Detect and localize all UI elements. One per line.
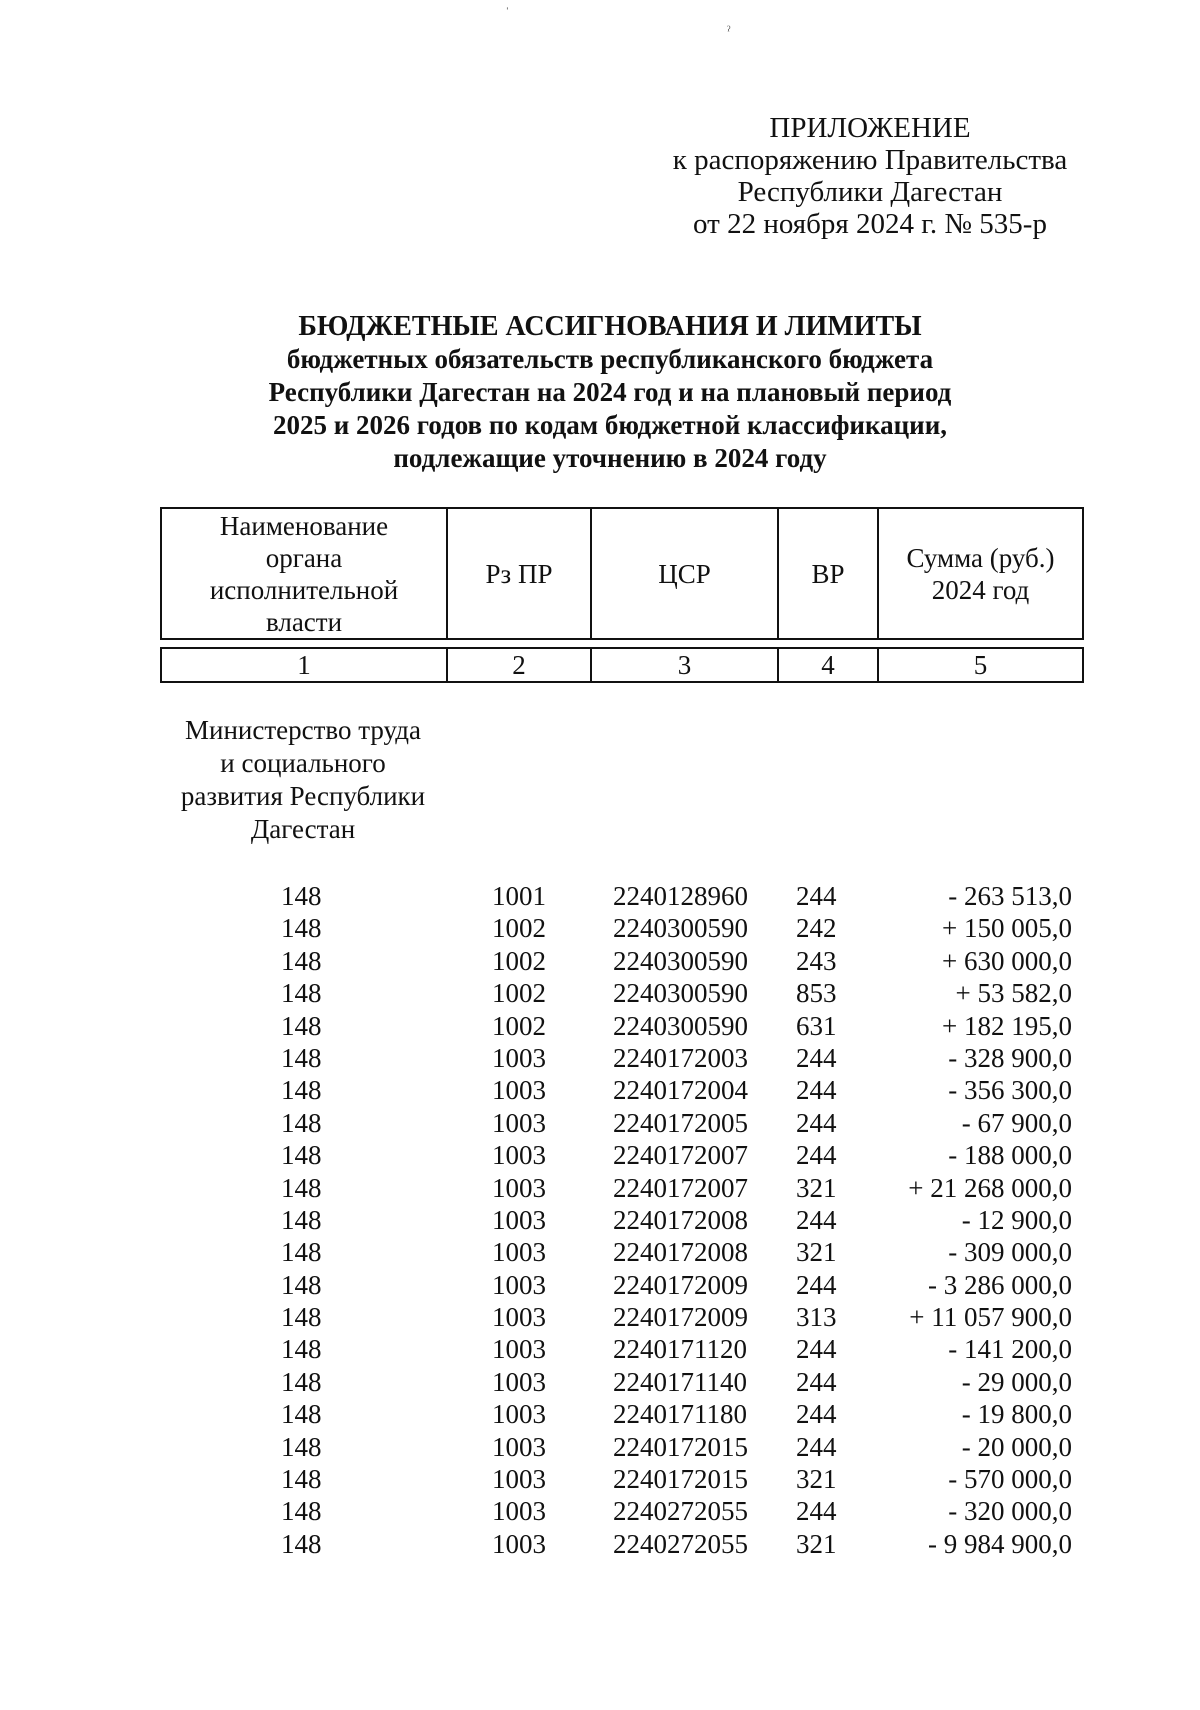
cell-vr: 244 [796, 1042, 837, 1073]
cell-csr: 2240171120 [613, 1334, 747, 1365]
cell-rz-pr: 1002 [492, 945, 546, 976]
table-row [0, 1074, 1200, 1106]
cell-sum: + 630 000,0 [942, 945, 1072, 976]
cell-vr: 631 [796, 1010, 837, 1041]
cell-rz-pr: 1003 [492, 1464, 546, 1495]
table-row [0, 1398, 1200, 1430]
table-row [0, 1366, 1200, 1398]
table-row [0, 1139, 1200, 1171]
cell-vr: 244 [796, 1107, 837, 1138]
table-row [0, 1301, 1200, 1333]
cell-rz-pr: 1002 [492, 1010, 546, 1041]
cell-rz-pr: 1003 [492, 1269, 546, 1300]
cell-rz-pr: 1003 [492, 1302, 546, 1333]
table-row [0, 1236, 1200, 1268]
cell-csr: 2240300590 [613, 945, 748, 976]
table-row [0, 912, 1200, 944]
table-row [0, 1107, 1200, 1139]
cell-vr: 853 [796, 978, 837, 1009]
appendix-heading: ПРИЛОЖЕНИЕ [769, 112, 971, 144]
cell-rz-pr: 1003 [492, 1431, 546, 1462]
title-line: подлежащие уточнению в 2024 году [393, 443, 827, 473]
cell-org-code: 148 [281, 1464, 322, 1495]
ministry-name: Министерство труда и социального развития Республики Дагестан [180, 715, 426, 844]
table-row [0, 977, 1200, 1009]
cell-vr: 321 [796, 1464, 837, 1495]
header-cell-authority: Наименование органа исполнительной власти [161, 508, 447, 639]
cell-rz-pr: 1003 [492, 1075, 546, 1106]
column-number: 2 [447, 648, 591, 682]
cell-sum: - 570 000,0 [948, 1464, 1072, 1495]
cell-rz-pr: 1001 [492, 881, 546, 911]
cell-sum: + 53 582,0 [955, 978, 1072, 1009]
cell-vr: 244 [796, 1496, 837, 1527]
cell-org-code: 148 [281, 1528, 322, 1559]
cell-vr: 321 [796, 1172, 837, 1203]
cell-sum: - 356 300,0 [948, 1075, 1072, 1106]
title-line: бюджетных обязательств республиканского бюджета [286, 344, 934, 374]
cell-org-code: 148 [281, 1334, 322, 1365]
cell-csr: 2240172005 [613, 1107, 748, 1138]
cell-csr: 2240171140 [613, 1366, 747, 1397]
cell-vr: 242 [796, 913, 837, 944]
cell-vr: 321 [796, 1237, 837, 1268]
cell-org-code: 148 [281, 1010, 322, 1041]
cell-sum: - 9 984 900,0 [928, 1528, 1072, 1559]
table-row [0, 1010, 1200, 1042]
cell-rz-pr: 1003 [492, 1528, 546, 1559]
cell-rz-pr: 1003 [492, 1496, 546, 1527]
cell-vr: 244 [796, 1366, 837, 1397]
cell-org-code: 148 [281, 1075, 322, 1106]
cell-org-code: 148 [281, 1399, 322, 1430]
cell-rz-pr: 1003 [492, 1334, 546, 1365]
column-number: 1 [161, 648, 447, 682]
cell-vr: 321 [796, 1528, 837, 1559]
cell-csr: 2240172008 [613, 1204, 748, 1235]
column-numbers-row [160, 647, 1084, 683]
column-number: 3 [591, 648, 778, 682]
cell-csr: 2240272055 [613, 1496, 748, 1527]
appendix-block [660, 112, 1080, 240]
cell-vr: 244 [796, 1204, 837, 1235]
cell-rz-pr: 1003 [492, 1140, 546, 1171]
cell-rz-pr: 1002 [492, 913, 546, 944]
cell-vr: 244 [796, 1334, 837, 1365]
table-row [0, 1172, 1200, 1204]
header-cell-sum: Сумма (руб.) 2024 год [878, 508, 1083, 639]
cell-org-code: 148 [281, 945, 322, 976]
cell-vr: 244 [796, 881, 837, 911]
cell-org-code: 148 [281, 913, 322, 944]
cell-sum: + 182 195,0 [942, 1010, 1072, 1041]
cell-csr: 2240171180 [613, 1399, 747, 1430]
header-cell-rz-pr: Рз ПР [447, 508, 591, 639]
table-row [0, 1528, 1200, 1560]
cell-csr: 2240172009 [613, 1302, 748, 1333]
cell-csr: 2240272055 [613, 1528, 748, 1559]
cell-org-code: 148 [281, 1269, 322, 1300]
cell-csr: 2240300590 [613, 1010, 748, 1041]
cell-rz-pr: 1003 [492, 1237, 546, 1268]
cell-sum: - 3 286 000,0 [928, 1269, 1072, 1300]
cell-org-code: 148 [281, 1237, 322, 1268]
cell-vr: 244 [796, 1399, 837, 1430]
table-row [0, 1042, 1200, 1074]
cell-rz-pr: 1002 [492, 978, 546, 1009]
appendix-line: Республики Дагестан [737, 176, 1003, 208]
cell-sum: - 320 000,0 [948, 1496, 1072, 1527]
table-row [0, 1333, 1200, 1365]
cell-sum: - 12 900,0 [961, 1204, 1072, 1235]
cell-vr: 244 [796, 1075, 837, 1106]
cell-csr: 2240128960 [613, 881, 748, 911]
title-line: 2025 и 2026 годов по кодам бюджетной классификации, [272, 410, 948, 440]
cell-sum: - 19 800,0 [961, 1399, 1072, 1430]
cell-vr: 244 [796, 1269, 837, 1300]
cell-org-code: 148 [281, 1107, 322, 1138]
cell-rz-pr: 1003 [492, 1204, 546, 1235]
cell-csr: 2240172003 [613, 1042, 748, 1073]
column-number: 4 [778, 648, 878, 682]
appendix-date-number: от 22 ноября 2024 г. № 535-р [693, 208, 1047, 240]
table-header [160, 507, 1084, 640]
cell-sum: - 263 513,0 [948, 881, 1072, 911]
cell-rz-pr: 1003 [492, 1366, 546, 1397]
cell-org-code: 148 [281, 1042, 322, 1073]
cell-org-code: 148 [281, 1204, 322, 1235]
cell-csr: 2240172009 [613, 1269, 748, 1300]
cell-rz-pr: 1003 [492, 1042, 546, 1073]
table-row [0, 1204, 1200, 1236]
cell-rz-pr: 1003 [492, 1172, 546, 1203]
header-cell-csr: ЦСР [591, 508, 778, 639]
cell-csr: 2240172015 [613, 1464, 748, 1495]
cell-sum: - 29 000,0 [961, 1366, 1072, 1397]
cell-org-code: 148 [281, 881, 322, 911]
table-row [0, 1495, 1200, 1527]
cell-csr: 2240172015 [613, 1431, 748, 1462]
table-row [0, 1269, 1200, 1301]
header-cell-vr: ВР [778, 508, 878, 639]
title-line: Республики Дагестан на 2024 год и на плановый период [268, 377, 952, 407]
document-title [160, 310, 1060, 475]
column-number: 5 [878, 648, 1083, 682]
table-row [0, 945, 1200, 977]
title-line: БЮДЖЕТНЫЕ АССИГНОВАНИЯ И ЛИМИТЫ [298, 311, 922, 342]
cell-csr: 2240172007 [613, 1140, 748, 1171]
cell-csr: 2240172004 [613, 1075, 748, 1106]
cell-csr: 2240172008 [613, 1237, 748, 1268]
cell-sum: - 309 000,0 [948, 1237, 1072, 1268]
table-row [0, 1431, 1200, 1463]
data-rows [0, 880, 1200, 1560]
cell-rz-pr: 1003 [492, 1107, 546, 1138]
cell-sum: + 21 268 000,0 [908, 1172, 1072, 1203]
table-row [0, 1463, 1200, 1495]
cell-org-code: 148 [281, 1172, 322, 1203]
table-row [0, 880, 1200, 912]
cell-vr: 244 [796, 1431, 837, 1462]
cell-org-code: 148 [281, 1302, 322, 1333]
cell-sum: + 150 005,0 [942, 913, 1072, 944]
cell-csr: 2240172007 [613, 1172, 748, 1203]
cell-sum: - 328 900,0 [948, 1042, 1072, 1073]
cell-rz-pr: 1003 [492, 1399, 546, 1430]
cell-org-code: 148 [281, 1140, 322, 1171]
scan-speck: ˈ [505, 6, 510, 21]
cell-sum: - 67 900,0 [961, 1107, 1072, 1138]
cell-csr: 2240300590 [613, 978, 748, 1009]
cell-csr: 2240300590 [613, 913, 748, 944]
cell-org-code: 148 [281, 1496, 322, 1527]
appendix-line: к распоряжению Правительства [672, 144, 1068, 176]
cell-sum: - 188 000,0 [948, 1140, 1072, 1171]
cell-org-code: 148 [281, 978, 322, 1009]
cell-org-code: 148 [281, 1366, 322, 1397]
cell-org-code: 148 [281, 1431, 322, 1462]
cell-sum: - 141 200,0 [948, 1334, 1072, 1365]
cell-sum: + 11 057 900,0 [909, 1302, 1072, 1333]
cell-vr: 313 [796, 1302, 837, 1333]
cell-sum: - 20 000,0 [961, 1431, 1072, 1462]
scan-speck: ˀ [727, 24, 731, 39]
cell-vr: 244 [796, 1140, 837, 1171]
cell-vr: 243 [796, 945, 837, 976]
